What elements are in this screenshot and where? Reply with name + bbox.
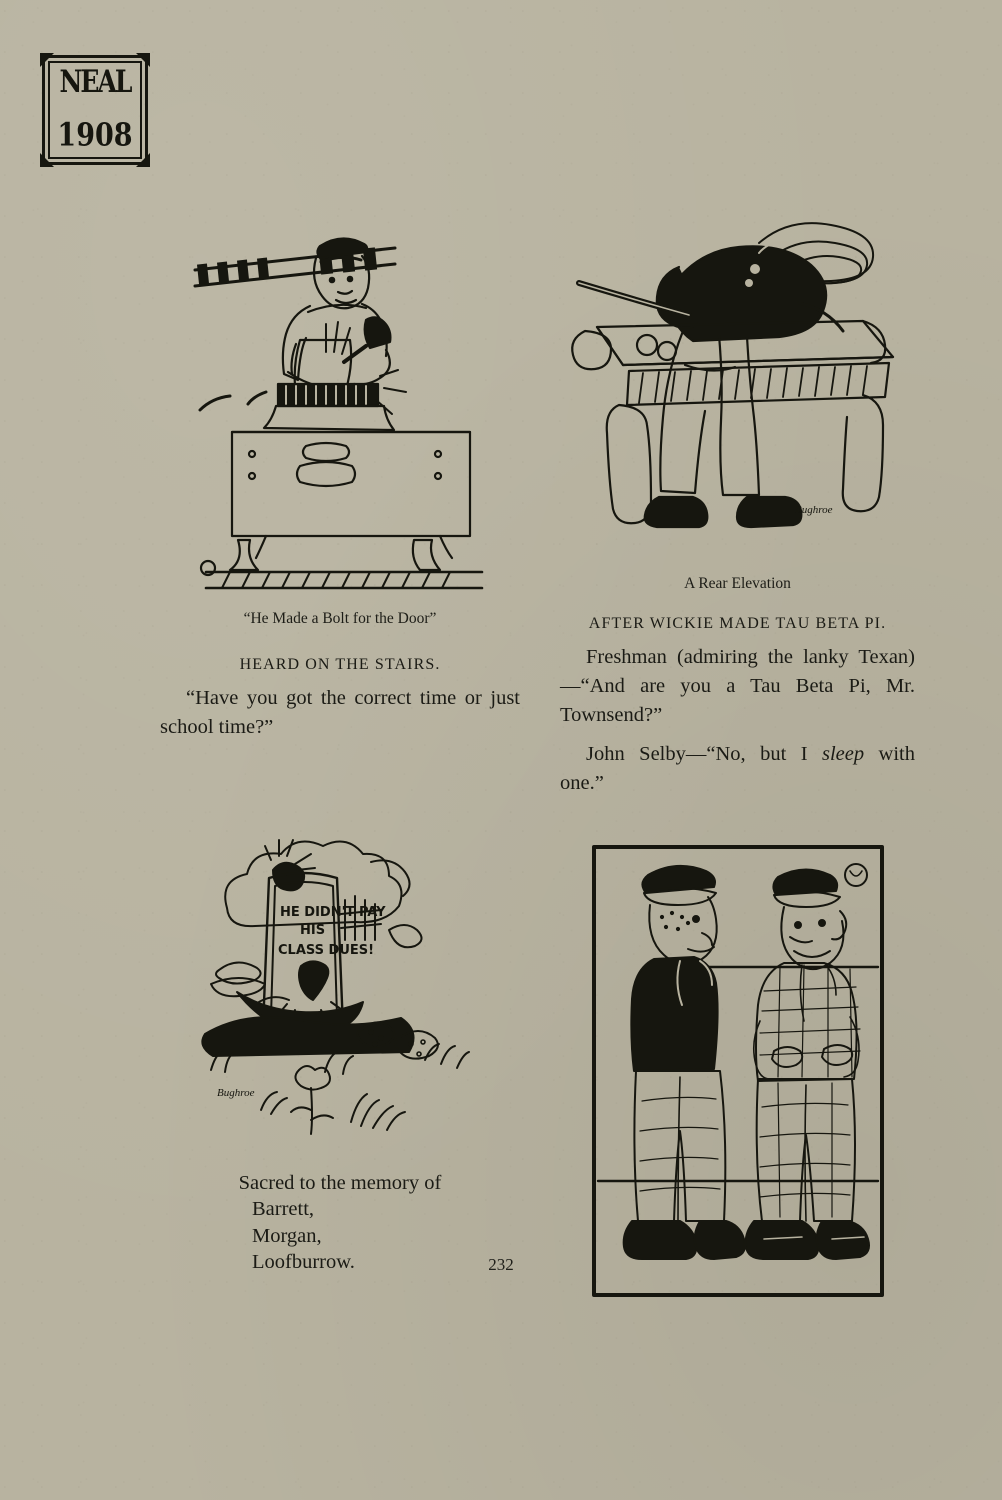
svg-text:HIS: HIS bbox=[300, 923, 326, 939]
monogram-year: 1908 bbox=[57, 117, 133, 154]
left-column bbox=[160, 200, 520, 1275]
tombstone-cartoon-illustration bbox=[160, 804, 520, 1154]
bolt-cartoon-caption: “He Made a Bolt for the Door” bbox=[243, 610, 437, 627]
svg-text:HE DIDN'T PAY: HE DIDN'T PAY bbox=[280, 905, 386, 921]
monogram-letters: NEAL bbox=[59, 63, 131, 100]
memorial-name: Barrett, bbox=[252, 1198, 315, 1221]
selby-post: with one.” bbox=[560, 743, 915, 795]
memorial-name: Loofburrow. bbox=[252, 1250, 355, 1273]
rear-elevation-illustration bbox=[560, 195, 915, 565]
tau-beta-pi-line-1: Freshman (admiring the lanky Texan)—“And are you a Tau Beta Pi, Mr. Townsend?” bbox=[560, 646, 915, 727]
bolt-cartoon-illustration bbox=[160, 200, 520, 600]
selby-pre: John Selby—“No, but I bbox=[586, 743, 822, 766]
rear-elevation-caption: A Rear Elevation bbox=[684, 575, 791, 592]
page-number: 232 bbox=[488, 1255, 514, 1274]
heard-on-stairs-heading: HEARD ON THE STAIRS. bbox=[239, 656, 441, 673]
tau-beta-pi-line-2 bbox=[560, 740, 915, 798]
memorial-line: Sacred to the memory of bbox=[238, 1172, 442, 1195]
heard-on-stairs-text: “Have you got the correct time or just school time?” bbox=[160, 687, 520, 739]
yearbook-monogram bbox=[42, 55, 148, 165]
artist-signature: Bughroe bbox=[794, 504, 832, 516]
right-column bbox=[560, 195, 915, 1301]
svg-text:CLASS DUES!: CLASS DUES! bbox=[278, 943, 375, 959]
tau-beta-pi-heading: AFTER WICKIE MADE TAU BETA PI. bbox=[588, 615, 887, 632]
artist-signature: Bughroe bbox=[217, 1087, 255, 1100]
selby-emphasis: sleep bbox=[821, 743, 865, 766]
two-men-illustration bbox=[560, 841, 915, 1301]
memorial-name: Morgan, bbox=[252, 1224, 322, 1247]
